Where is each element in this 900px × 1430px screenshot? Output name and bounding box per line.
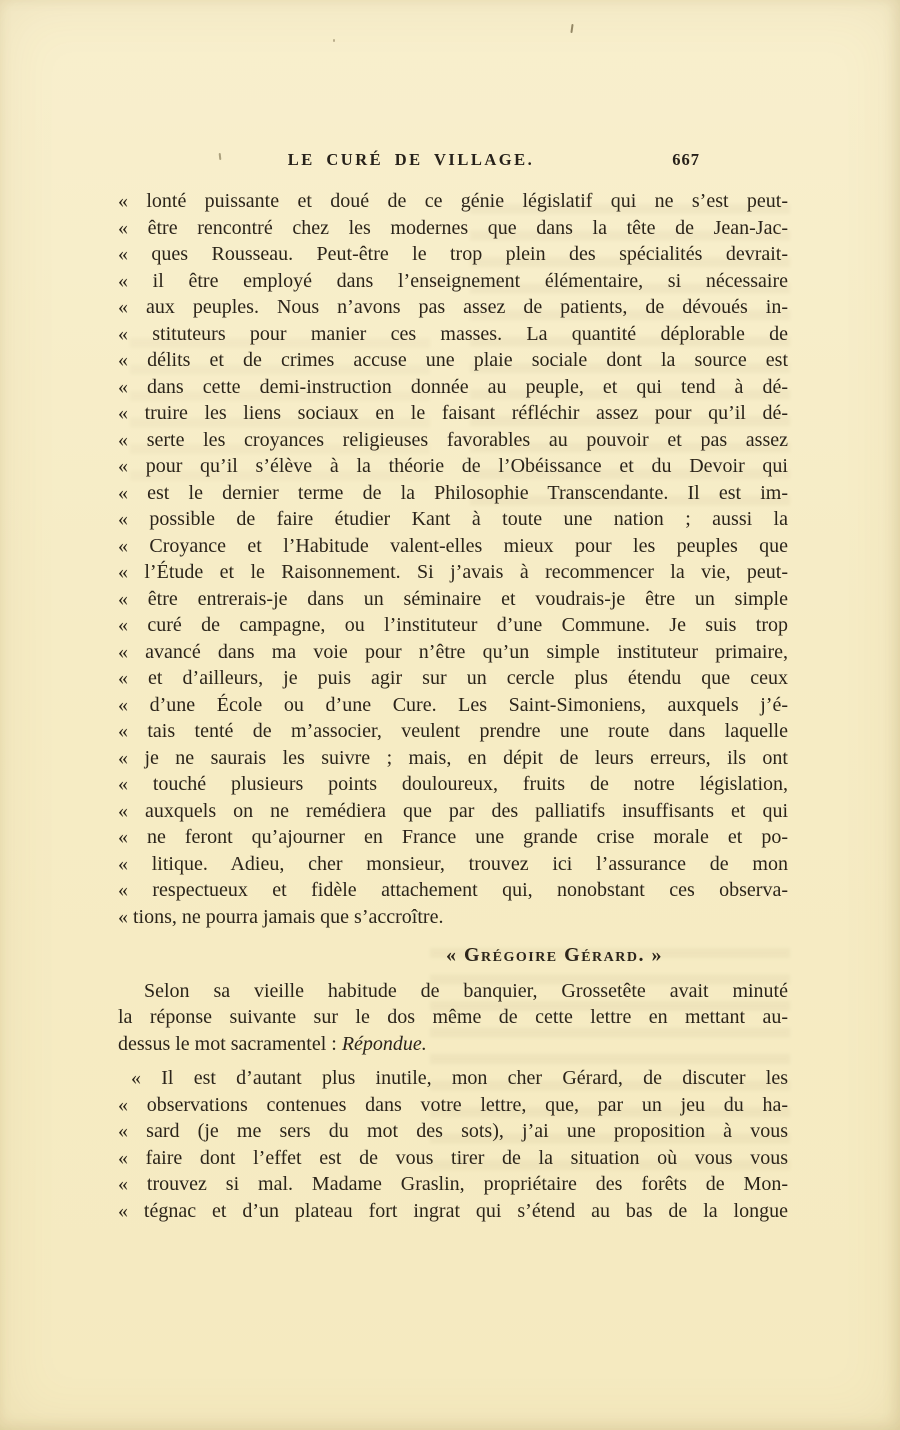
text-line: « lonté puissante et doué de ce génie législatif qui ne s’est peut- <box>118 190 788 212</box>
text-line: « et d’ailleurs, je puis agir sur un cercle plus étendu que ceux <box>118 667 788 689</box>
text-line: « auxquels on ne remédiera que par des palliatifs insuffisants et qui <box>118 799 788 822</box>
text-line <box>118 1031 788 1058</box>
text-line: « l’Étude et le Raisonnement. Si j’avais à recommencer la vie, peut- <box>118 561 788 583</box>
text-line: « est le dernier terme de la Philosophie Transcendante. Il est im- <box>118 481 788 504</box>
text-line: « faire dont l’effet est de vous tirer de la situation où vous vous <box>118 1146 788 1169</box>
text-line: « je ne saurais les suivre ; mais, en dépit de leurs erreurs, ils ont <box>118 746 788 769</box>
text-line: Selon sa vieille habitude de banquier, Grossetête avait minuté <box>144 979 788 1002</box>
page-title: LE CURÉ DE VILLAGE. <box>287 150 535 169</box>
text-line: « sard (je me sers du mot des sots), j’ai une proposition à vous <box>118 1120 788 1142</box>
text-line: « délits et de crimes accuse une plaie sociale dont la source est <box>118 349 788 371</box>
text-line: « être entrerais-je dans un séminaire et voudrais-je être un simple <box>118 587 788 610</box>
narration-paragraph <box>118 978 788 1058</box>
narration-last-line-prefix: dessus le mot sacramentel : <box>118 1032 342 1055</box>
text-line: la réponse suivante sur le dos même de cette lettre en mettant au- <box>118 1006 788 1028</box>
repondue-word: Répondue. <box>341 1032 427 1055</box>
letter-grossetete-reply <box>118 1065 788 1224</box>
text-line: « aux peuples. Nous n’avons pas assez de patients, de dévoués in- <box>118 296 788 318</box>
text-line: « curé de campagne, ou l’instituteur d’une Commune. Je suis trop <box>118 614 788 636</box>
text-line: « observations contenues dans votre lettre, que, par un jeu du ha- <box>118 1093 788 1116</box>
letter-gerard <box>118 188 788 969</box>
running-head <box>118 150 788 188</box>
text-line: « litique. Adieu, cher monsieur, trouvez ici l’assurance de mon <box>118 852 788 875</box>
text-line: « Il est d’autant plus inutile, mon cher Gérard, de discuter les <box>131 1067 788 1089</box>
letter-lines <box>118 1065 788 1224</box>
text-line: « tais tenté de m’associer, veulent prendre une route dans laquelle <box>118 720 788 742</box>
text-line: « stituteurs pour manier ces masses. La quantité déplorable de <box>118 322 788 345</box>
text-line: « il être employé dans l’enseignement élémentaire, si nécessaire <box>118 269 788 292</box>
text-line: « d’une École ou d’une Cure. Les Saint-Simoniens, auxquels j’é- <box>118 693 788 716</box>
text-line: « être rencontré chez les modernes que dans la tête de Jean-Jac- <box>118 216 788 239</box>
text-line: « tions, ne pourra jamais que s’accroître. <box>118 905 444 928</box>
text-line: « dans cette demi-instruction donnée au peuple, et qui tend à dé- <box>118 375 788 398</box>
text-line: « truire les liens sociaux en le faisant réfléchir assez pour qu’il dé- <box>118 402 788 424</box>
page-number: 667 <box>672 150 700 169</box>
text-line: « touché plusieurs points douloureux, fruits de notre législation, <box>118 773 788 795</box>
text-line: « avancé dans ma voie pour n’être qu’un simple instituteur primaire, <box>118 640 788 663</box>
text-line: « respectueux et fidèle attachement qui, nonobstant ces observa- <box>118 879 788 901</box>
letter-signature: « Grégoire Gérard. » <box>445 944 663 966</box>
narration-lines <box>118 978 788 1031</box>
text-line: « pour qu’il s’élève à la théorie de l’Obéissance et du Devoir qui <box>118 455 788 477</box>
ink-speck <box>570 24 573 33</box>
text-line: « ne feront qu’ajourner en France une grande crise morale et po- <box>118 826 788 848</box>
ink-speck <box>333 39 335 42</box>
text-line: « Croyance et l’Habitude valent-elles mieux pour les peuples que <box>118 534 788 557</box>
text-line: « trouvez si mal. Madame Graslin, propriétaire des forêts de Mon- <box>118 1173 788 1195</box>
text-line: « serte les croyances religieuses favorables au pouvoir et pas assez <box>118 428 788 451</box>
letter-lines <box>118 188 788 930</box>
text-line: « ques Rousseau. Peut-être le trop plein des spécialités devrait- <box>118 243 788 265</box>
text-line: « possible de faire étudier Kant à toute une nation ; aussi la <box>118 508 788 530</box>
text-block <box>118 150 788 1224</box>
text-line: « tégnac et d’un plateau fort ingrat qui s’étend au bas de la longue <box>118 1199 788 1222</box>
